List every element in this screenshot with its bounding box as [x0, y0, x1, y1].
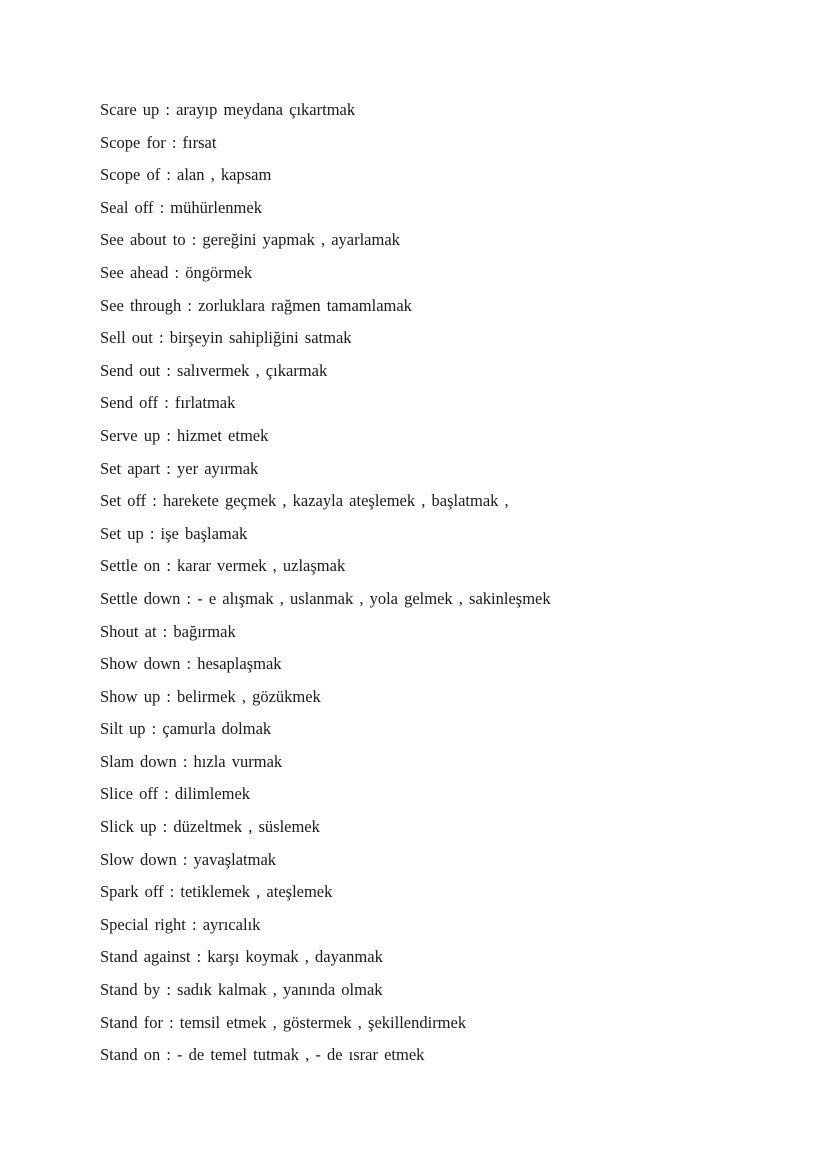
list-item: Shout at : bağırmak	[100, 621, 236, 641]
list-item: Seal off : mühürlenmek	[100, 197, 262, 217]
list-item: Serve up : hizmet etmek	[100, 425, 269, 445]
list-item: Set up : işe başlamak	[100, 523, 248, 543]
list-item: Send off : fırlatmak	[100, 393, 236, 413]
list-item: Settle on : karar vermek , uzlaşmak	[100, 556, 346, 576]
list-item: Show up : belirmek , gözükmek	[100, 686, 321, 706]
list-item: Stand on : - de temel tutmak , - de ısrar etmek	[100, 1045, 425, 1065]
list-item: Set apart : yer ayırmak	[100, 458, 259, 478]
list-item: Spark off : tetiklemek , ateşlemek	[100, 882, 333, 902]
list-item: Show down : hesaplaşmak	[100, 654, 282, 674]
list-item: Send out : salıvermek , çıkarmak	[100, 360, 328, 380]
phrasal-verb-list	[100, 98, 551, 1076]
list-item: Slick up : düzeltmek , süslemek	[100, 817, 320, 837]
list-item: Sell out : birşeyin sahipliğini satmak	[100, 328, 352, 348]
list-item: Stand against : karşı koymak , dayanmak	[100, 947, 383, 967]
list-item: Stand by : sadık kalmak , yanında olmak	[100, 980, 383, 1000]
list-item: See about to : gereğini yapmak , ayarlamak	[100, 230, 400, 250]
list-item: Slow down : yavaşlatmak	[100, 849, 277, 869]
list-item: Scope for : fırsat	[100, 132, 217, 152]
list-item: Scare up : arayıp meydana çıkartmak	[100, 100, 356, 119]
list-item: Silt up : çamurla dolmak	[100, 719, 272, 739]
list-item: Settle down : - e alışmak , uslanmak , yola gelmek , sakinleşmek	[100, 588, 551, 608]
list-item: Scope of : alan , kapsam	[100, 165, 272, 185]
list-item: Special right : ayrıcalık	[100, 914, 261, 934]
list-item: Slam down : hızla vurmak	[100, 751, 283, 771]
list-item: See through : zorluklara rağmen tamamlamak	[100, 295, 412, 315]
list-item: Stand for : temsil etmek , göstermek , şekillendirmek	[100, 1012, 467, 1032]
list-item: Slice off : dilimlemek	[100, 784, 251, 804]
list-item: Set off : harekete geçmek , kazayla ateşlemek , başlatmak ,	[100, 491, 509, 511]
list-item: See ahead : öngörmek	[100, 262, 253, 282]
